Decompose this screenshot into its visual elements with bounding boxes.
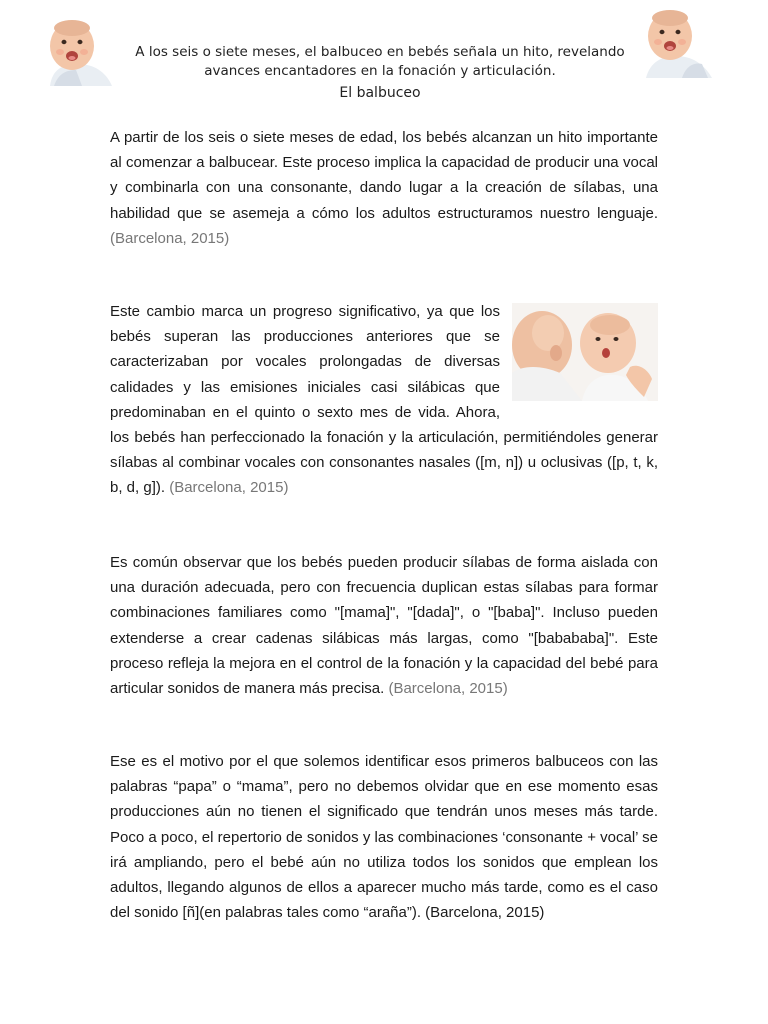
- baby-photo-left: [42, 14, 114, 86]
- paragraph-4-text: Ese es el motivo por el que solemos identificar esos primeros balbuceos con las palabras “papa” o “mama”, pero no debemos olvidar que en ese momento esas producciones aún no tienen el significado que tendrán unos meses más tarde. Poco a poco, el repertorio de sonidos y las combinaciones ‘consonante + vocal’ se irá ampliando, pero el bebé aún no utiliza todos los sonidos que emplean los adultos, llegando algunos de ellos a aparecer mucho más tarde, como es el caso del sonido [ñ](en palabras tales como “araña”). (Barcelona, 2015): [110, 753, 658, 922]
- header-caption-line-2: avances encantadores en la fonación y articulación.: [204, 63, 556, 79]
- baby-photo-right: [642, 6, 714, 78]
- paragraph-4: [110, 749, 658, 925]
- paragraph-1-citation: (Barcelona, 2015): [110, 229, 230, 247]
- paragraph-3: [110, 550, 658, 701]
- paragraph-2: [110, 299, 658, 501]
- paragraph-3-text: Es común observar que los bebés pueden producir sílabas de forma aislada con una duración adecuada, pero con frecuencia duplican estas sílabas para formar combinaciones familiares como "[mama]", "[dada]", o "[baba]". Incluso pueden extenderse a crear cadenas silábicas más largas, como "[babababa]". Este proceso refleja la mejora en el control de la fonación y la capacidad del bebé para articular sonidos de manera más precisa.: [110, 554, 658, 698]
- paragraph-2-text: Este cambio marca un progreso significativo, ya que los bebés superan las producciones anteriores que se caracterizaban por vocales prolongadas de diversas calidades y las emisiones iniciales casi silábicas que predominaban en el quinto o sexto mes de vida. Ahora, los bebés han perfeccionado la fonación y la articulación, permitiéndoles generar sílabas al combinar vocales con consonantes nasales ([m, n]) u oclusivas ([p, t, k, b, d, g]).: [110, 303, 658, 497]
- page-title: El balbuceo: [339, 85, 421, 101]
- header-caption: [130, 43, 630, 81]
- header-caption-line-1: A los seis o siete meses, el balbuceo en bebés señala un hito, revelando: [135, 44, 625, 60]
- paragraph-3-citation: (Barcelona, 2015): [388, 680, 508, 698]
- paragraph-1: [110, 125, 658, 251]
- paragraph-1-text: A partir de los seis o siete meses de edad, los bebés alcanzan un hito importante al comenzar a balbucear. Este proceso implica la capacidad de producir una vocal y combinarla con una consonante, dando lugar a la creación de sílabas, una habilidad que se asemeja a cómo los adultos estructuramos nuestro lenguaje.: [110, 129, 658, 222]
- paragraph-2-citation: (Barcelona, 2015): [169, 479, 289, 497]
- babies-mirror-photo: [512, 303, 658, 401]
